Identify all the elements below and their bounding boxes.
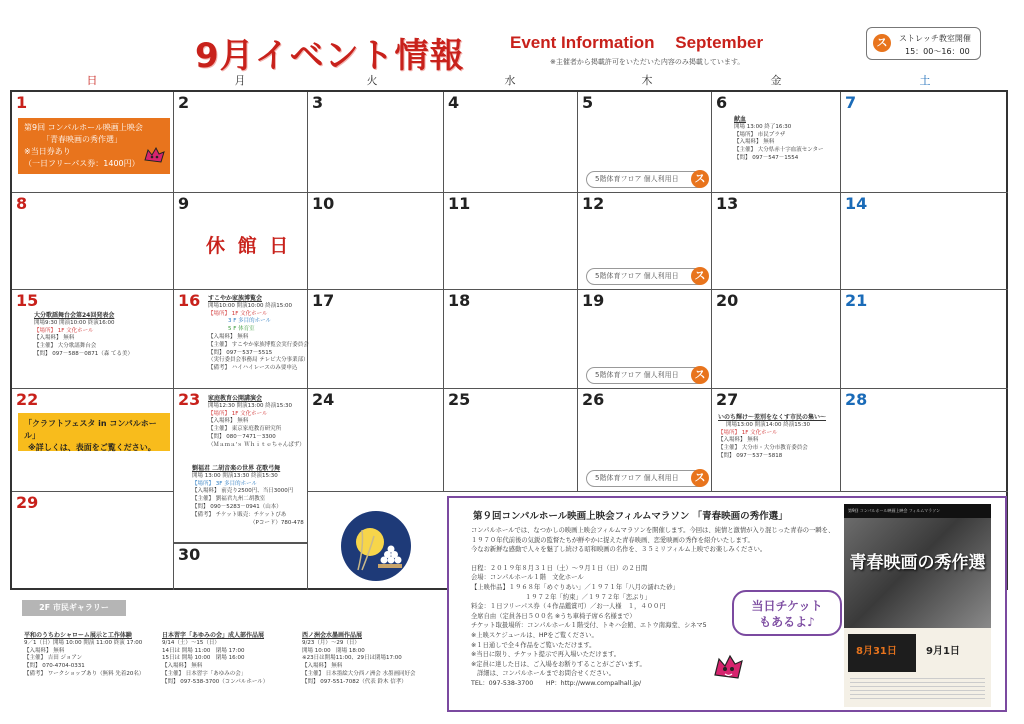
day-cell-12 <box>578 193 712 290</box>
desc-line: コンパルホールでは、なつかしの映画上映会フィルムマラソンを開催します。今回は、純情と激情が入り混じった青春の一瞬を、 <box>471 527 835 534</box>
detail-line: ※上映スケジュールは、HPをご覧ください。 <box>471 631 598 639</box>
weekday-sun: 日 <box>86 74 98 87</box>
exhibit-line: 【入場料】 無料 <box>302 663 343 670</box>
closed-day-label: 休 館 日 <box>206 235 292 257</box>
event-line: 【問】 090－5283－0941（山本） <box>192 503 282 510</box>
event-line: ※詳しくは、表面をご覧ください。 <box>28 443 156 452</box>
day-cell-28 <box>841 389 1008 492</box>
poster-photo <box>844 518 991 628</box>
moon-viewing-illustration <box>340 510 412 582</box>
event-line: 【問】 080－7471－3300 <box>208 433 276 440</box>
mascot-icon <box>711 653 745 683</box>
day-number: 3 <box>312 93 324 112</box>
day-number: 21 <box>845 291 868 310</box>
event-title: 家庭教育公開講演会 <box>208 395 263 402</box>
day-number: 24 <box>312 390 335 409</box>
event-kayo-recital <box>34 312 133 359</box>
day-cell-20 <box>712 290 841 389</box>
moon-illustration-cell <box>308 492 444 590</box>
event-line: （Ｍａｍａ'ｓ Ｗｈｉｔｅちゃんぱず） <box>208 441 305 448</box>
day-number: 22 <box>16 390 39 409</box>
event-line: 【主催】 劉福君九州二胡教室 <box>192 496 266 503</box>
event-line: 開場 13:00 開演13:30 終演15:30 <box>192 472 278 479</box>
event-line: 【入場料】 無料 <box>734 139 775 146</box>
event-line: 【問】 097－588－0871（森 てる美） <box>34 350 133 357</box>
detail-line: ※１日通しで全４作品をご覧いただけます。 <box>471 641 596 649</box>
weekday-tue: 火 <box>366 74 378 87</box>
event-line: 【場所】 1F 文化ホール <box>208 410 268 417</box>
event-line: （一日フリーパス券：1400円） <box>24 159 140 168</box>
exhibit-line: 【入場料】 無料 <box>162 663 203 670</box>
day-number: 11 <box>448 194 471 213</box>
event-line: 3 F 多目的ホール <box>228 318 272 325</box>
day-number: 8 <box>16 194 28 213</box>
day-cell-19 <box>578 290 712 389</box>
event-title: いのち輝け～差別をなくす市民の集い～ <box>718 414 827 421</box>
event-line: 【入場料】 無料 <box>208 418 249 425</box>
day-number: 26 <box>582 390 605 409</box>
gallery-exhibit-2 <box>162 632 268 687</box>
day-number: 30 <box>178 545 201 564</box>
stretch-class-icon: ス <box>691 170 709 188</box>
exhibit-line: 9／1（日）開場 10:00 開演 11:00 終演 17:00 <box>24 639 143 646</box>
event-line: 【主催】 東京家庭教育研究所 <box>208 426 282 433</box>
day-cell-1 <box>12 92 174 193</box>
event-line: 開場10:00 開演10:00 終演15:00 <box>208 302 293 309</box>
day-number: 4 <box>448 93 460 112</box>
day-number: 15 <box>16 291 39 310</box>
english-title <box>510 33 763 53</box>
day-cell-6 <box>712 92 841 193</box>
detail-line: 会場：コンパルホール１階 文化ホール <box>471 574 584 582</box>
day-cell-18 <box>444 290 578 389</box>
day-number: 25 <box>448 390 471 409</box>
exhibit-title: 西ノ洲会水墨画作品展 <box>302 632 363 639</box>
day-number: 16 <box>178 291 201 310</box>
day-cell-16 <box>174 290 308 389</box>
poster-date-1: 8月31日 <box>856 646 897 657</box>
day-cell-10 <box>308 193 444 290</box>
event-line: 開場9:30 開演10:00 終演16:00 <box>34 319 115 326</box>
event-line: 【入場料】 無料 <box>34 335 75 342</box>
day-cell-11 <box>444 193 578 290</box>
contact-line: TEL：097-538-3700 HP：http://www.compalhall.jp/ <box>471 679 642 687</box>
day-number: 23 <box>178 390 201 409</box>
exhibit-line: 【主催】 日本習字「あゆみの会」 <box>162 670 247 677</box>
stretch-class-icon: ス <box>691 366 709 384</box>
exhibit-line: 【入場料】 無料 <box>24 647 65 654</box>
desc-line: 今なお新鮮な感動で人々を魅了し続ける昭和映画の名作を、３５ミリフィルム上映でお楽しみください。 <box>471 546 767 554</box>
event-family-education-lecture <box>208 395 305 450</box>
day-number: 14 <box>845 194 868 213</box>
bubble-line: 当日チケット <box>751 599 823 613</box>
exhibit-line: 15日は 開場 10:00 閉場 16:00 <box>162 655 245 662</box>
gallery-title: 2F 市民ギャラリー <box>22 600 126 616</box>
poster-header: 第9回 コンパルホール映画上映会 フィルムマラソン <box>844 504 991 518</box>
event-line: 【備考】 ハイハイレースのみ要申込 <box>208 365 298 372</box>
exhibit-line: 【問】 097-551-7082（代表 鈴木 信孝） <box>302 678 407 685</box>
weekday-fri: 金 <box>770 74 782 87</box>
gym-bar-label: 5階体育フロア 個人利用日 <box>595 371 679 379</box>
event-line: 【主催】 大分歌謡舞台会 <box>34 343 97 350</box>
stretch-class-icon: ス <box>691 267 709 285</box>
gallery-exhibit-3 <box>302 632 416 687</box>
event-line: 【入場料】 無料 <box>718 437 759 444</box>
exhibit-title: 日本習字「あゆみの会」成人部作品展 <box>162 632 265 639</box>
gym-open-day-bar <box>586 268 706 285</box>
event-line: （Pコード）780-478 <box>250 519 304 526</box>
event-line: 【場所】 1F 文化ホール <box>718 429 778 436</box>
event-blood-donation <box>734 116 824 163</box>
day-cell-26 <box>578 389 712 492</box>
day-number: 17 <box>312 291 335 310</box>
exhibit-line: 【問】 097-538-3700（コンパルホール） <box>162 678 269 685</box>
day-cell-15 <box>12 290 174 389</box>
day-cell-29 <box>12 492 174 590</box>
event-erhu-concert <box>192 465 304 527</box>
event-line: 【主催】 大分市・大分市教育委員会 <box>718 445 808 452</box>
publication-notice: ※主催者から掲載許可をいただいた内容のみ掲載しています。 <box>550 58 745 66</box>
desc-line: １９７０年代前後の気鋭の監督たちが鮮やかに捉えた青春映画、恋愛映画の秀作を紹介いたします。 <box>471 536 754 544</box>
detail-line: １９７２年「約束」／１９７２年「恋ぶり」 <box>525 593 651 601</box>
event-line: 【備考】 チケット販売：チケットぴあ <box>192 511 287 518</box>
exhibit-line: 開場 10:00 閉場 18:00 <box>302 647 365 654</box>
gym-open-day-bar <box>586 367 706 384</box>
event-family-expo <box>208 295 309 373</box>
day-cell-2 <box>174 92 308 193</box>
gym-open-day-bar <box>586 171 706 188</box>
event-anti-discrimination-rally <box>718 414 826 461</box>
day-number: 28 <box>845 390 868 409</box>
mascot-icon <box>142 146 166 166</box>
gym-bar-label: 5階体育フロア 個人利用日 <box>595 272 679 280</box>
detail-line: 日程：２０１９年８月３１日（土）～９月１日（日）の２日間 <box>471 564 648 572</box>
gym-bar-label: 5階体育フロア 個人利用日 <box>595 175 679 183</box>
detail-line: 【上映作品】１９６８年「めぐりあい」／１９７１年「八月の濡れた砂」 <box>471 583 679 591</box>
stretch-class-icon: ス <box>691 469 709 487</box>
weekday-wed: 水 <box>504 74 516 87</box>
event-line: 【問】 097－547－1554 <box>734 154 799 161</box>
event-line: 第9回 コンパルホール映画上映会 <box>24 123 143 132</box>
day-cell-23 <box>174 389 308 543</box>
event-line: ※当日券あり <box>24 147 71 156</box>
gym-bar-label: 5階体育フロア 個人利用日 <box>595 474 679 482</box>
exhibit-line: 【主催】 吉田 ジョアン <box>24 655 83 662</box>
event-line: 「青春映画の秀作選」 <box>42 135 122 144</box>
film-marathon-title: 第９回コンパルホール映画上映会フィルムマラソン 「青春映画の秀作選」 <box>473 511 788 522</box>
event-line: 開場13:00 開演14:00 終演15:30 <box>726 421 811 428</box>
detail-line: チケット取扱場所：コンパルホール１階受付、トキハ会館、エトウ南海堂、シネマ5 <box>471 622 707 630</box>
day-number: 18 <box>448 291 471 310</box>
event-line: 「クラフトフェスタ in コンパルホール」 <box>24 419 157 440</box>
day-number: 10 <box>312 194 335 213</box>
event-title: すこやか家族博覧会 <box>208 295 263 302</box>
poster-title: 青春映画の秀作選 <box>849 553 986 573</box>
day-cell-8 <box>12 193 174 290</box>
poster-date-2: 9月1日 <box>926 646 960 657</box>
detail-line: 詳細は、コンパルホールまでお問合せください。 <box>477 670 615 678</box>
day-number: 1 <box>16 93 28 112</box>
day-cell-13 <box>712 193 841 290</box>
exhibit-line: 【備考】 ワークショップあり（無料 先着20名） <box>24 670 145 677</box>
detail-line: ※当日に限り、チケット提示で再入場いただけます。 <box>471 651 621 659</box>
day-cell-7 <box>841 92 1008 193</box>
day-cell-4 <box>444 92 578 193</box>
event-title: 劉福君 二胡音楽の世界 花歌弓舞 <box>192 465 281 472</box>
exhibit-line: ※23日は開場11:00、29日は閉場17:00 <box>302 655 402 662</box>
exhibit-line: 14日は 開場 11:00 閉場 17:00 <box>162 647 245 654</box>
day-number: 27 <box>716 390 739 409</box>
exhibit-title: 平和のうちわシャローム展示と工作体験 <box>24 632 132 639</box>
event-line: 【問】 097－537－5818 <box>718 452 783 459</box>
stretch-class-legend <box>866 27 981 60</box>
event-title: 献血 <box>734 116 747 123</box>
event-line: 【場所】 1F 文化ホール <box>208 310 268 317</box>
day-cell-30 <box>174 543 308 590</box>
bubble-line: もあるよ♪ <box>759 615 815 629</box>
day-number: 13 <box>716 194 739 213</box>
day-cell-3 <box>308 92 444 193</box>
event-line: （実行委員会事務局 テレビ大分事業部） <box>208 357 309 364</box>
day-cell-9 <box>174 193 308 290</box>
day-number: 2 <box>178 93 190 112</box>
english-title-event: Event Information <box>510 33 655 52</box>
day-number: 20 <box>716 291 739 310</box>
event-line: 開場12:30 開演13:00 終演15:30 <box>208 402 293 409</box>
event-line: 【場所】 1F 文化ホール <box>34 327 94 334</box>
english-title-month: September <box>675 33 764 52</box>
detail-line: ※定員に達した日は、ご入場をお断りすることがございます。 <box>471 660 646 668</box>
legend-label: ストレッチ教室開催 <box>899 34 971 43</box>
day-number: 5 <box>582 93 594 112</box>
day-number: 9 <box>178 194 190 213</box>
day-number: 7 <box>845 93 857 112</box>
exhibit-line: 【問】 070-4704-0331 <box>24 663 85 670</box>
detail-line: 全席自由（定員各日５００名 ※うち車椅子席６名様まで） <box>471 612 636 620</box>
weekday-thu: 木 <box>641 74 653 87</box>
day-number: 19 <box>582 291 605 310</box>
weekday-mon: 月 <box>234 74 246 87</box>
day-cell-14 <box>841 193 1008 290</box>
craft-festa-notice <box>18 413 170 451</box>
film-screening-notice <box>18 118 170 174</box>
day-number: 29 <box>16 493 39 512</box>
event-line: 開場 13:00 終了16:30 <box>734 123 792 130</box>
page-title: 9月イベント情報 <box>195 36 465 76</box>
day-cell-25 <box>444 389 578 492</box>
event-line: 5 F 体育室 <box>228 326 255 333</box>
event-line: 【問】 097－537－5515 <box>208 349 273 356</box>
event-line: 【場所】 3F 多目的ホール <box>192 480 258 487</box>
exhibit-line: 【主催】 日本墨絵大分西ノ洲会 水墨画同好会 <box>302 670 416 677</box>
exhibit-line: 9/23（月）～29（日） <box>302 639 360 646</box>
event-line: 【主催】 大分県赤十字血液センター <box>734 147 824 154</box>
exhibit-line: 9/14（土）～15（日） <box>162 639 220 646</box>
event-line: 【入場料】 前売り2500円、当日3000円 <box>192 488 294 495</box>
day-cell-27 <box>712 389 841 492</box>
day-cell-5 <box>578 92 712 193</box>
day-number: 12 <box>582 194 605 213</box>
day-number: 6 <box>716 93 728 112</box>
event-title: 大分歌謡舞台会第24回発表会 <box>34 312 115 319</box>
film-poster <box>844 504 991 707</box>
day-cell-17 <box>308 290 444 389</box>
stretch-class-icon: ス <box>873 34 891 52</box>
weekday-sat: 土 <box>919 74 931 87</box>
detail-line: 料金：１日フリーパス券（４作品鑑賞可）／お一人様 １，４００円 <box>471 603 666 611</box>
day-cell-22 <box>12 389 174 492</box>
event-line: 【入場料】 無料 <box>208 333 249 340</box>
gym-open-day-bar <box>586 470 706 487</box>
event-line: 【主催】 すこやか家族博覧会実行委員会 <box>208 341 309 348</box>
poster-schedule <box>844 628 991 707</box>
film-marathon-box <box>447 496 1007 712</box>
event-line: 【場所】 市民プラザ <box>734 131 786 138</box>
day-cell-24 <box>308 389 444 492</box>
gallery-exhibit-1 <box>24 632 144 679</box>
day-cell-21 <box>841 290 1008 389</box>
legend-time: 15：00～16：00 <box>905 47 970 56</box>
same-day-ticket-bubble <box>732 590 842 636</box>
